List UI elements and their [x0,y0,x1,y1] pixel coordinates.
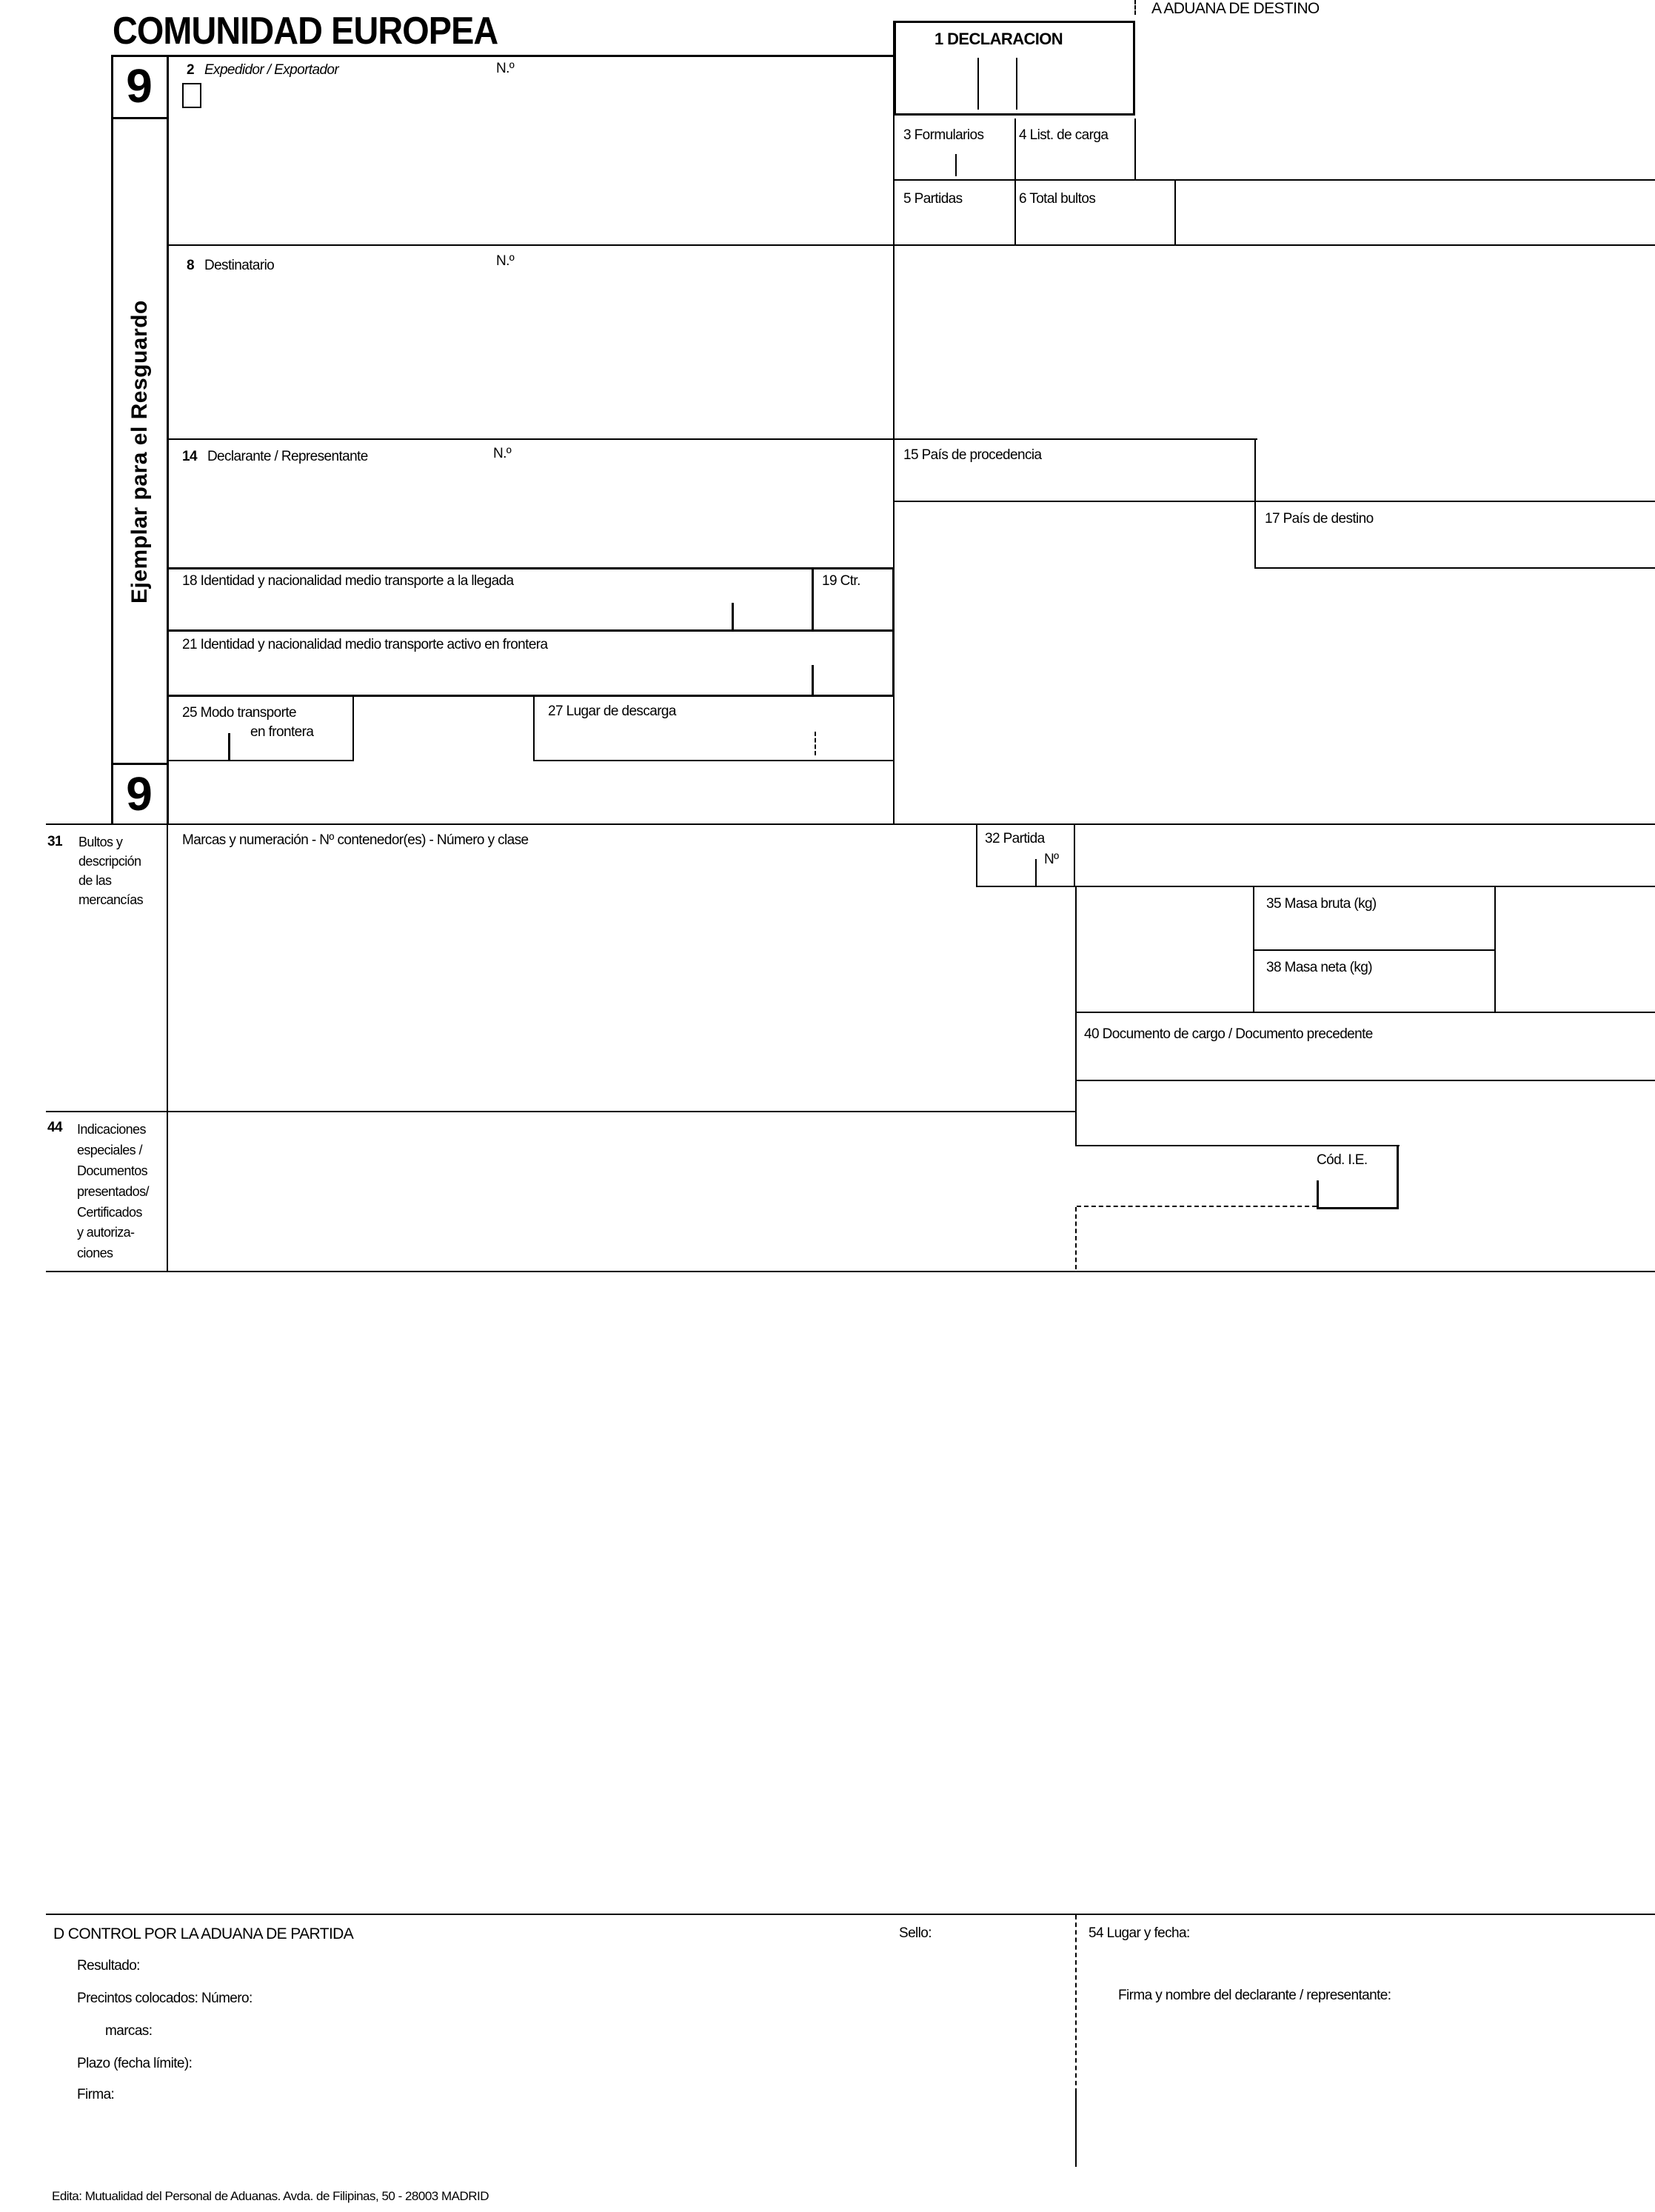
field-44-line: Documentos [77,1163,148,1178]
field-44-indicaciones [77,1120,149,1264]
field-35-masa-bruta: 35 Masa bruta (kg) [1266,896,1377,912]
left-strip-border [111,117,169,119]
row-divider [1075,1080,1655,1081]
col-divider [1014,118,1016,246]
field-17-pais-destino: 17 País de destino [1265,511,1374,527]
field-44-line: y autoriza- [77,1225,135,1240]
row-divider [169,567,895,569]
field-44-dashed [1075,1207,1077,1269]
field-31-line: Bultos y [78,835,123,849]
field-32-partida: 32 Partida [985,831,1045,846]
field-5-partidas: 5 Partidas [903,191,963,207]
field-27-tick [815,732,816,755]
field-sello: Sello: [899,1925,932,1941]
field-firma-declarante: Firma y nombre del declarante / representante: [1118,1988,1391,2003]
row-divider [46,1111,1077,1112]
field-44-line: especiales / [77,1142,142,1157]
row-divider [1253,949,1496,951]
field-25-en-frontera: en frontera [250,724,314,740]
field-6-total-bultos: 6 Total bultos [1019,191,1096,207]
field-8-number: 8 [187,258,194,273]
field-8-no: N.º [496,253,515,269]
divider [977,58,979,110]
field-31-marcas: Marcas y numeración - Nº contenedor(es) - Número y clase [182,832,529,848]
field-31-bultos [78,832,143,909]
field-firma: Firma: [77,2087,115,2102]
field-2-text: Expedidor / Exportador [204,62,339,78]
row-divider [976,886,1655,887]
col-divider [352,696,354,761]
field-2-checkbox[interactable] [182,83,201,108]
field-8-text: Destinatario [204,258,275,273]
field-1-declaracion: 1 DECLARACION [935,30,1063,48]
left-strip-border [111,55,169,57]
field-marcas: marcas: [105,2023,153,2039]
cod-ie-box-side [1397,1145,1399,1209]
field-2-label [187,62,338,78]
field-31-number: 31 [47,834,62,849]
field-21-transporte-frontera: 21 Identidad y nacionalidad medio transporte activo en frontera [182,637,548,652]
col-divider [1075,1915,1077,2093]
field-40-documento-cargo: 40 Documento de cargo / Documento precedente [1084,1026,1373,1042]
field-a-aduana-destino: A ADUANA DE DESTINO [1151,0,1320,17]
field-44-dashed [1077,1206,1317,1207]
form-title: COMUNIDAD EUROPEA [113,10,498,53]
field-8-label [187,258,274,274]
col-divider [1075,2093,1077,2167]
copy-vertical-label: Ejemplar para el Resguardo [127,300,152,604]
row-divider [169,438,1257,440]
cod-ie-box-bottom [1317,1207,1399,1209]
row-divider [169,760,354,761]
field-32-tick [1035,859,1037,886]
field-18-transporte-llegada: 18 Identidad y nacionalidad medio transporte a la llegada [182,573,514,589]
field-resultado: Resultado: [77,1958,140,1974]
cod-ie-tick [1317,1180,1319,1209]
row-divider [46,1914,1655,1915]
field-plazo: Plazo (fecha límite): [77,2056,193,2071]
field-44-line: Indicaciones [77,1122,146,1137]
field-precintos: Precintos colocados: Número: [77,1991,253,2006]
field-14-text: Declarante / Representante [207,449,368,464]
left-strip-border [111,763,169,765]
row-divider [46,823,1655,825]
field-21-tick [812,665,814,695]
field-31-line: descripción [78,854,141,869]
divider [1016,58,1017,110]
footer-edita: Edita: Mutualidad del Personal de Aduanas. Avda. de Filipinas, 50 - 28003 MADRID [52,2189,489,2203]
field-cod-ie: Cód. I.E. [1317,1152,1368,1168]
row-divider [46,1271,1655,1272]
field-44-line: Certificados [77,1204,142,1220]
col-divider [893,21,895,824]
left-strip-border [167,55,169,825]
col-divider [1134,118,1136,181]
col-divider [1254,438,1256,569]
field-19-ctr: 19 Ctr. [822,573,860,589]
divider [1134,0,1136,15]
col-divider [976,823,977,887]
field-14-label [182,449,368,465]
field-15-pais-procedencia: 15 País de procedencia [903,447,1042,463]
field-54-lugar-fecha: 54 Lugar y fecha: [1089,1925,1190,1941]
copy-number-bottom: 9 [126,767,153,821]
row-divider [533,760,895,761]
left-strip-border [111,55,113,825]
field-25-modo-transporte: 25 Modo transporte [182,705,296,721]
col-divider [1074,823,1075,887]
row-divider [169,244,1655,246]
field-32-no: Nº [1044,852,1059,867]
row-divider [169,695,895,697]
field-14-number: 14 [182,449,197,464]
row-divider [894,501,1655,502]
field-38-masa-neta: 38 Masa neta (kg) [1266,960,1372,975]
row-divider [894,179,1655,181]
field-25-tick [228,733,230,760]
field-31-line: de las [78,873,112,889]
col-divider [812,567,814,631]
section-d-title: D CONTROL POR LA ADUANA DE PARTIDA [53,1925,354,1942]
field-31-line: mercancías [78,892,144,908]
col-divider [892,567,895,697]
field-44-line: ciones [77,1246,113,1261]
field-18-tick [732,603,734,629]
row-divider [169,55,895,57]
col-divider [1075,886,1077,1146]
copy-number-top: 9 [126,59,153,113]
col-divider [167,1111,168,1272]
field-27-lugar-descarga: 27 Lugar de descarga [548,704,676,719]
field-3-tick [955,154,957,176]
row-divider [1075,1145,1400,1146]
row-divider [1075,1012,1655,1013]
field-44-number: 44 [47,1120,62,1135]
field-2-number: 2 [187,62,194,78]
col-divider [533,696,535,761]
row-divider [1255,567,1655,569]
col-divider [1174,181,1176,244]
field-2-no: N.º [496,61,515,76]
field-4-lista-carga: 4 List. de carga [1019,127,1109,143]
field-14-no: N.º [493,446,512,461]
field-44-line: presentados/ [77,1183,149,1199]
row-divider [169,629,895,632]
field-3-formularios: 3 Formularios [903,127,984,143]
